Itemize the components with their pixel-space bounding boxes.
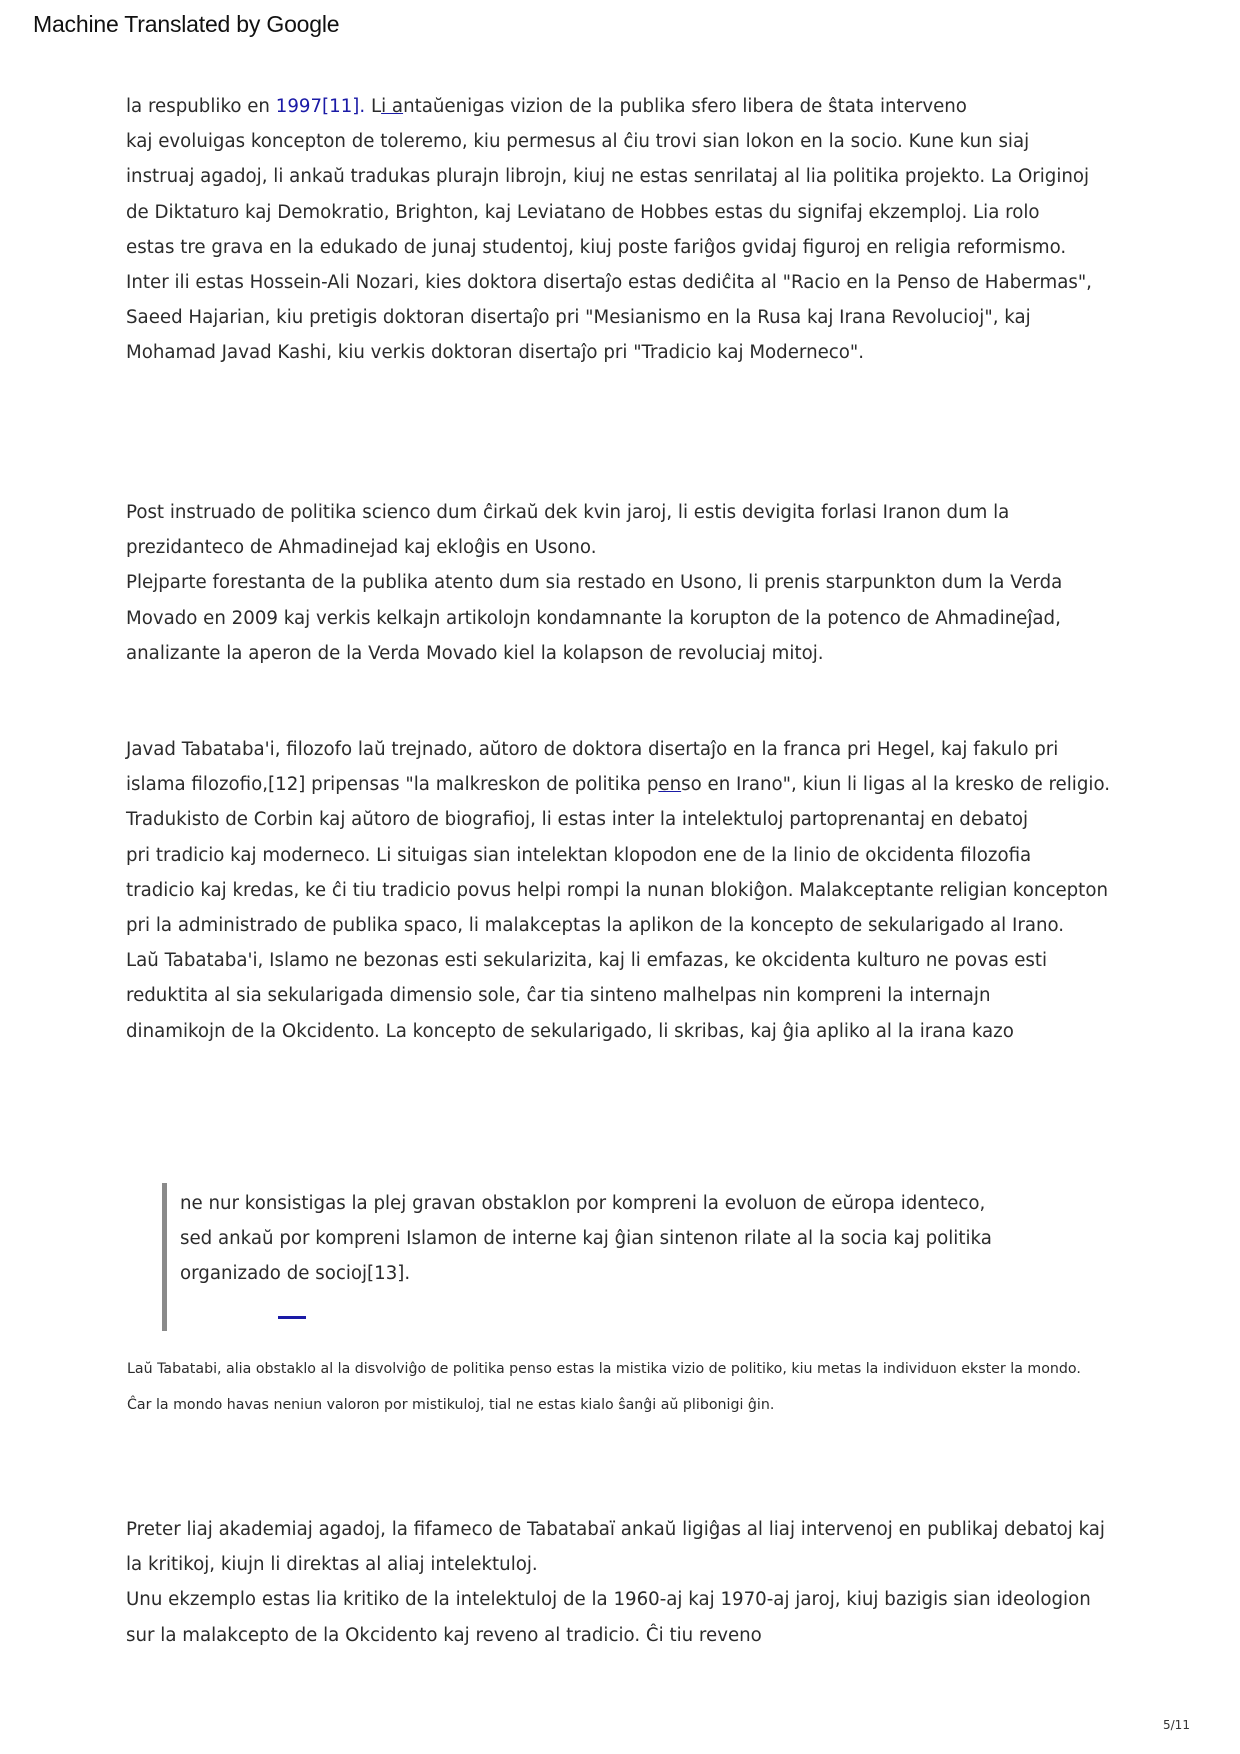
underlined-fragment[interactable]: i a [381,96,404,117]
text-line: Inter ili estas Hossein-Ali Nozari, kies doktora disertaĵo estas dediĉita al "Racio en la Penso de Habermas", [126,272,1092,294]
page-number: 5/11 [1163,1718,1190,1732]
text-line: de Diktaturo kaj Demokratio, Brighton, kaj Leviatano de Hobbes estas du signifaj ekzemploj. Lia rolo [126,201,1040,223]
text-line: analizante la aperon de la Verda Movado kiel la kolapson de revoluciaj mitoj. [126,642,824,664]
text-line: Tradukisto de Corbin kaj aŭtoro de biografioj, li estas inter la intelektuloj partoprenantaj en debatoj [126,809,1029,831]
quote-line: ne nur konsistigas la plej gravan obstaklon por kompreni la evoluon de eŭropa identeco, [180,1193,986,1214]
blockquote [180,1186,992,1291]
citation-link-11[interactable]: 1997[11]. [275,96,366,117]
text-line: reduktita al sia sekularigada dimensio sole, ĉar tia sinteno malhelpas nin kompreni la internajn [126,985,991,1007]
text-line: Javad Tabataba'i, filozofo laŭ trejnado, aŭtoro de doktora disertaĵo en la franca pri Hegel, kaj fakulo pri [126,739,1059,760]
note-paragraph [127,1352,1081,1423]
paragraph-1 [126,89,1126,371]
text-line: islama filozofio,[12] pripensas "la malkreskon de politika penso en Irano", kiun li ligas al la kresko de religio. [126,774,1111,796]
text-line: tradicio kaj kredas, ke ĉi tiu tradicio povus helpi rompi la nunan blokiĝon. Malakceptante religian koncepton [126,879,1108,901]
quote-line: organizado de socioj[13]. [180,1263,411,1284]
machine-translation-banner: Machine Translated by Google [33,11,340,37]
text-line: pri tradicio kaj moderneco. Li situigas sian intelektan klopodon ene de la linio de okcidenta filozofia [126,844,1032,866]
text-line: Unu ekzemplo estas lia kritiko de la intelektuloj de la 1960-aj kaj 1970-aj jaroj, kiuj bazigis sian ideologion [126,1589,1091,1611]
text-line: pri la administrado de publika spaco, li malakceptas la aplikon de la koncepto de sekularigado al Irano. [126,915,1065,937]
text-line: kaj evoluigas koncepton de toleremo, kiu permesus al ĉiu trovi sian lokon en la socio. Kune kun siaj [126,131,1030,153]
text-line: la respubliko en 1997[11]. Li antaŭenigas vizion de la publika sfero libera de ŝtata interveno [126,96,967,117]
text-line: prezidanteco de Ahmadinejad kaj ekloĝis en Usono. [126,537,597,559]
paragraph-2 [126,495,1126,671]
paragraph-3 [126,732,1126,1049]
text-line: sur la malakcepto de la Okcidento kaj reveno al tradicio. Ĉi tiu reveno [126,1624,762,1646]
text-line: Movado en 2009 kaj verkis kelkajn artikolojn kondamnante la korupton de la potenco de Ahmadineĵad, [126,607,1061,629]
text-line: instruaj agadoj, li ankaŭ tradukas plurajn librojn, kiuj ne estas senrilataj al lia politika projekto. La Originoj [126,166,1090,188]
paragraph-4 [126,1512,1126,1653]
text-line: Ĉar la mondo havas neniun valoron por mistikuloj, tial ne estas kialo ŝanĝi aŭ plibonigi ĝin. [127,1396,775,1413]
text-line: Preter liaj akademiaj agadoj, la fifameco de Tabatabaï ankaŭ ligiĝas al liaj intervenoj en publikaj debatoj kaj [126,1519,1105,1540]
text-line: Mohamad Javad Kashi, kiu verkis doktoran disertaĵo pri "Tradicio kaj Moderneco". [126,342,865,364]
text-line: Saeed Hajarian, kiu pretigis doktoran disertaĵo pri "Mesianismo en la Rusa kaj Irana Revolucioj", kaj [126,307,1031,329]
text-line: estas tre grava en la edukado de junaj studentoj, kiuj poste fariĝos gvidaj figuroj en religia reformismo. [126,236,1067,258]
underlined-fragment[interactable]: en [658,774,682,796]
text-line: Laŭ Tabataba'i, Islamo ne bezonas esti sekularizita, kaj li emfazas, ke okcidenta kulturo ne povas esti [126,950,1048,972]
quote-line: sed ankaŭ por kompreni Islamon de interne kaj ĝian sintenon rilate al la socia kaj politika [180,1228,992,1249]
link-underline-mark [278,1316,306,1319]
text-line: la kritikoj, kiujn li direktas al aliaj intelektuloj. [126,1554,538,1576]
text-line: dinamikojn de la Okcidento. La koncepto de sekularigado, li skribas, kaj ĝia apliko al la irana kazo [126,1020,1014,1042]
text-line: Laŭ Tabatabi, alia obstaklo al la disvolviĝo de politika penso estas la mistika vizio de politiko, kiu metas la individuon ekster la mondo. [127,1361,1081,1377]
text-line: Plejparte forestanta de la publika atento dum sia restado en Usono, li prenis starpunkton dum la Verda [126,572,1063,594]
text-line: Post instruado de politika scienco dum ĉirkaŭ dek kvin jaroj, li estis devigita forlasi Iranon dum la [126,502,1010,523]
